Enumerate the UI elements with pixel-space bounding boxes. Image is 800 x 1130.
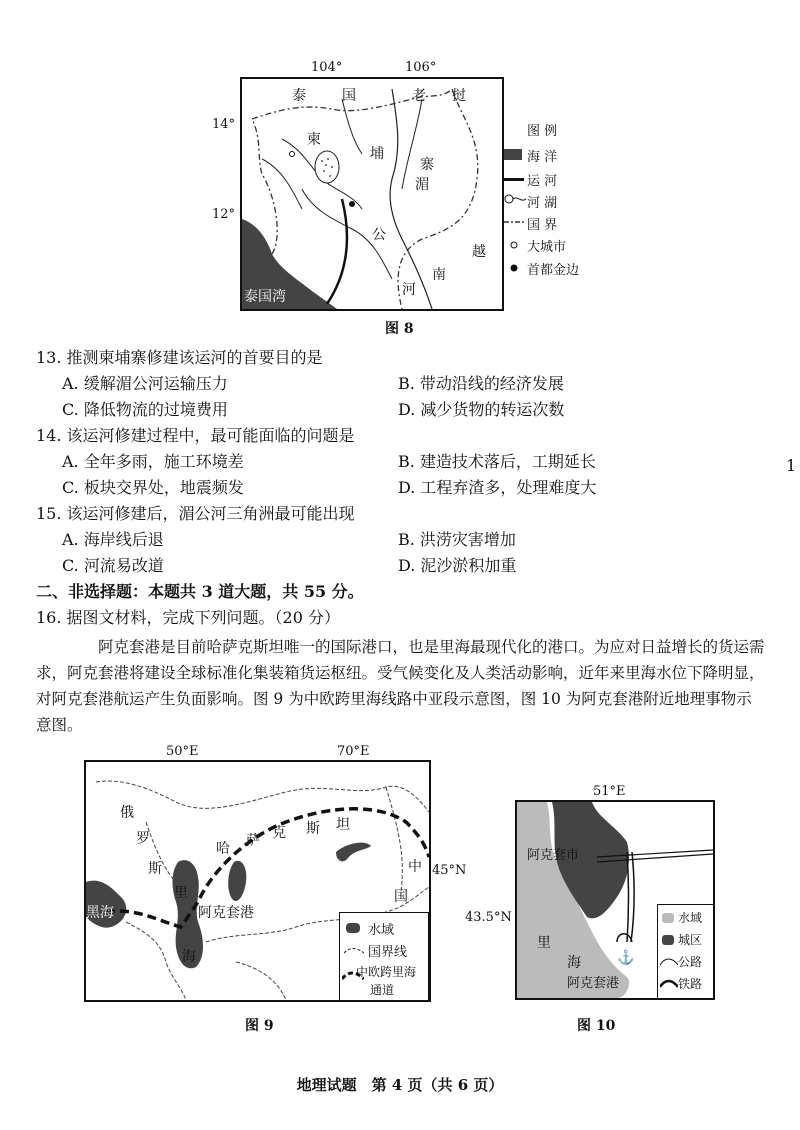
rail-swatch [660,979,678,989]
border-swatch [504,219,526,225]
fig9-label-black-sea: 黑海 [86,905,114,921]
q14-stem: 14. 该运河修建过程中，最可能面临的问题是 [36,426,355,445]
q16-stem: 16. 据图文材料，完成下列问题。（20 分） [36,608,340,627]
anchor-icon: ⚓ [617,950,635,966]
fig9-label-ha: 哈 [216,841,230,857]
border-swatch [344,945,364,955]
fig8-legend-river-lake: 河 湖 [527,196,558,211]
q16-paragraph-text: 阿克套港是目前哈萨克斯坦唯一的国际港口，也是里海最现代化的港口。为应对日益增长的货运需求，阿克套港将建设全球标准化集装箱货运枢纽。受气候变化及人类活动影响，近年来里海水位下降明显，对阿克套港航运产生负面影响。图 9 为中欧跨里海线路中亚段示意图，图 10 为阿克套港附近地理事物示意图。 [36,638,765,734]
fig10-lon-51: 51°E [593,784,626,799]
fig9-caption: 图 9 [245,1018,274,1034]
fig8-caption: 图 8 [385,321,414,337]
fig8-label-he: 河 [402,282,416,298]
fig9-label-li: 里 [174,885,188,901]
fig8-legend-canal: 运 河 [527,174,558,189]
fig9-label-aktau: 阿克套港 [198,905,254,921]
q16-paragraph [36,634,766,738]
fig9-label-sa: 萨 [246,833,260,849]
q13-stem: 13. 推测柬埔寨修建该运河的首要目的是 [36,348,323,367]
fig10-legend [657,904,714,999]
fig9-label-guo: 国 [394,889,408,905]
road-swatch [660,957,678,967]
ocean-swatch [504,149,522,160]
fig8-label-pu: 埔 [370,146,384,162]
fig10-legend-road: 公路 [678,955,703,969]
fig9-label-ke: 克 [272,825,286,841]
capital-marker [349,201,355,207]
fig9-legend-water: 水域 [368,923,395,938]
fig8-label-thai: 泰 [292,88,306,104]
fig8-label-guo: 国 [342,88,356,104]
city-marker [290,152,295,157]
fig10-lat-43-5: 43.5°N [465,910,512,925]
fig9-label-si2: 斯 [306,821,320,837]
fig10-label-hai: 海 [567,955,581,971]
fig8-label-nan: 南 [432,267,446,283]
q13-option-b[interactable]: B. 带动沿线的经济发展 [398,374,564,393]
fig10-legend-rail: 铁路 [678,977,703,991]
fig10-legend-water: 水域 [678,911,703,925]
river [342,99,362,154]
river [262,159,302,209]
fig8-lon-104: 104° [311,60,343,75]
fig8-label-jian: 柬 [307,132,321,148]
q15-option-a[interactable]: A. 海岸线后退 [62,530,164,549]
fig9-legend-route-1: 中欧跨里海 [356,965,417,979]
fig8-label-wo: 挝 [452,88,466,104]
fig9-label-hai: 海 [182,949,196,965]
fig9-lat-45: 45°N [432,863,467,878]
canal-swatch [504,178,524,181]
fig10-legend-urban: 城区 [678,933,703,947]
fig9-legend-route-2: 通道 [370,983,395,997]
fig9-label-si: 斯 [148,861,162,877]
fig8-legend-capital: 首都金边 [527,263,580,278]
q13-option-c[interactable]: C. 降低物流的过境费用 [62,400,228,419]
fig10-label-li: 里 [537,935,551,951]
mekong-river [390,89,432,309]
fig9-lon-50: 50°E [166,744,199,759]
fig9-label-e: 俄 [120,805,134,821]
fig8-label-mei: 湄 [415,177,429,193]
fig9-legend-border: 国界线 [368,945,408,960]
q14-option-d[interactable]: D. 工程弃渣多，处理难度大 [398,478,597,497]
q13-option-a[interactable]: A. 缓解湄公河运输压力 [62,374,228,393]
fig8-legend-big-city: 大城市 [527,240,567,255]
fig8-legend-title: 图 例 [527,124,558,139]
fig9-map [84,760,431,1002]
fig9-label-tan: 坦 [336,817,350,833]
urban-swatch [662,935,674,945]
q15-option-c[interactable]: C. 河流易改道 [62,556,164,575]
water-swatch [662,913,674,923]
fig8-legend-ocean: 海 洋 [527,150,558,165]
aral-sea [228,861,246,901]
page-footer: 地理试题 第 4 页（共 6 页） [296,1076,504,1094]
fig8-lat-14: 14° [212,117,236,132]
border-line [386,787,402,892]
q14-option-b[interactable]: B. 建造技术落后，工期延长 [398,452,596,471]
border-line [236,962,286,1000]
q15-stem: 15. 该运河修建后，湄公河三角洲最可能出现 [36,504,355,523]
q14-option-a[interactable]: A. 全年多雨，施工环境差 [62,452,244,471]
section-2-heading: 二、非选择题：本题共 3 道大题，共 55 分。 [36,582,364,601]
fig9-legend [339,912,429,1002]
fig9-label-luo: 罗 [136,831,150,847]
fig8-lat-12: 12° [212,207,236,222]
fig8-label-lao: 老 [412,88,426,104]
water-swatch [346,923,360,933]
fig8-map-drawing [242,79,502,309]
fig8-label-gulf: 泰国湾 [244,289,286,305]
q15-option-d[interactable]: D. 泥沙淤积加重 [398,556,517,575]
fig8-label-yue: 越 [472,244,486,260]
railway [631,852,634,942]
border-line [96,781,429,812]
port-loop [617,934,632,942]
fig9-label-zhong: 中 [408,859,422,875]
fig8-label-gong: 公 [372,227,386,243]
fig8-map [240,77,504,311]
fig8-lon-106: 106° [405,60,437,75]
fig10-caption: 图 10 [577,1018,616,1034]
lake [315,151,339,183]
fig8-legend-border: 国 界 [527,218,558,233]
fig9-lon-70: 70°E [337,744,370,759]
fig8-label-zhai: 寨 [420,157,434,173]
fig10-label-port: 阿克套港 [567,976,620,991]
q14-option-c[interactable]: C. 板块交界处，地震频发 [62,478,244,497]
fig10-map [515,800,715,1000]
river-lake-swatch [504,193,526,205]
q13-option-d[interactable]: D. 减少货物的转运次数 [398,400,565,419]
q15-option-b[interactable]: B. 洪涝灾害增加 [398,530,516,549]
canal-line [327,199,347,304]
big-city-swatch [509,240,519,250]
railway [627,852,629,942]
capital-swatch [509,263,519,273]
fig10-label-city: 阿克套市 [527,848,580,863]
margin-mark: 1 [786,456,797,475]
lake-balkhash [336,843,371,862]
